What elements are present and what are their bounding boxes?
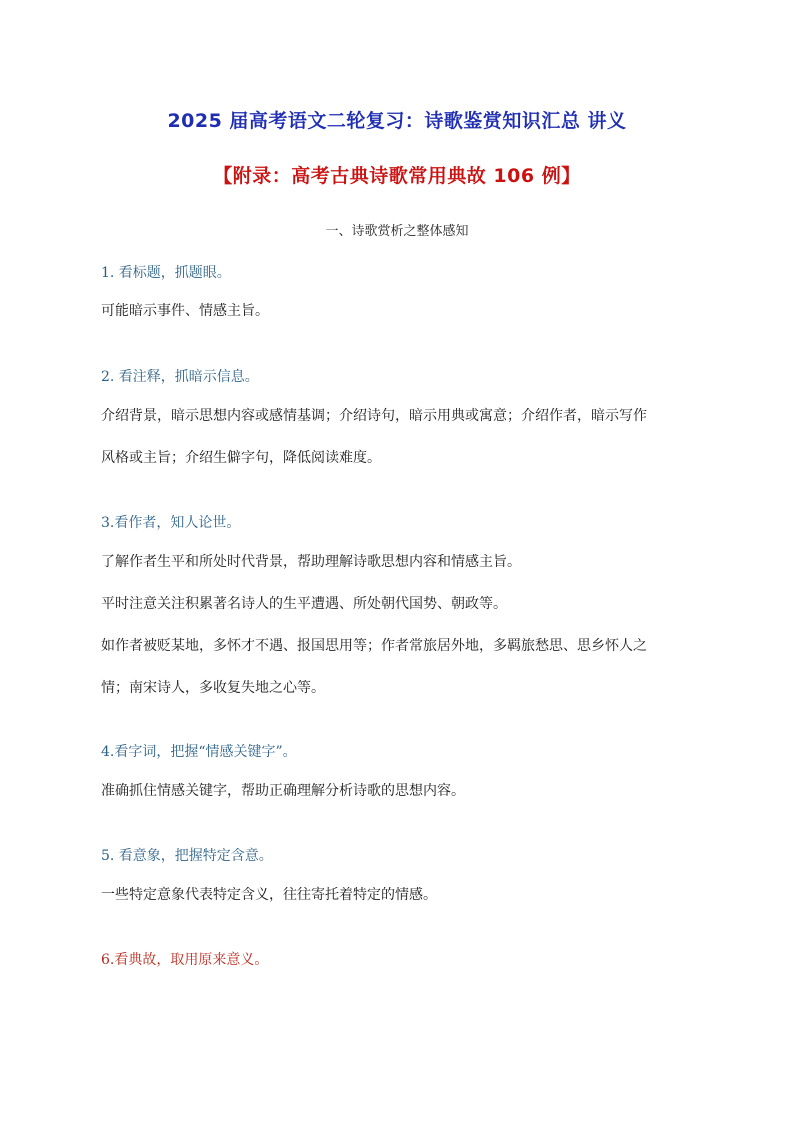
section-heading: 一、诗歌赏析之整体感知 [325,224,469,239]
item-line: 介绍背景，暗示思想内容或感情基调；介绍诗句，暗示用典或寓意；介绍作者，暗示写作 [101,408,647,424]
item-heading-5: 5. 看意象，把握特定含意。 [101,848,273,864]
item-line: 了解作者生平和所处时代背景，帮助理解诗歌思想内容和情感主旨。 [101,554,521,570]
document-subtitle: 【附录：高考古典诗歌常用典故 106 例】 [213,165,581,187]
item-line: 平时注意关注积累著名诗人的生平遭遇、所处朝代国势、朝政等。 [101,596,507,612]
item-heading-4: 4.看字词，把握“情感关键字”。 [101,744,297,760]
item-heading-6: 6.看典故，取用原来意义。 [101,952,269,968]
item-heading-2: 2. 看注释，抓暗示信息。 [101,369,259,385]
item-line: 一些特定意象代表特定含义，往往寄托着特定的情感。 [101,887,437,903]
document-title: 2025 届高考语文二轮复习：诗歌鉴赏知识汇总 讲义 [167,110,627,132]
item-line: 风格或主旨；介绍生僻字句，降低阅读难度。 [101,450,381,466]
item-line: 情；南宋诗人，多收复失地之心等。 [101,680,325,696]
item-line: 如作者被贬某地，多怀才不遇、报国思用等；作者常旅居外地，多羁旅愁思、思乡怀人之 [101,638,647,654]
item-line: 可能暗示事件、情感主旨。 [101,303,269,319]
item-line: 准确抓住情感关键字，帮助正确理解分析诗歌的思想内容。 [101,783,465,799]
item-heading-1: 1. 看标题，抓题眼。 [101,265,231,281]
item-heading-3: 3.看作者，知人论世。 [101,515,241,531]
